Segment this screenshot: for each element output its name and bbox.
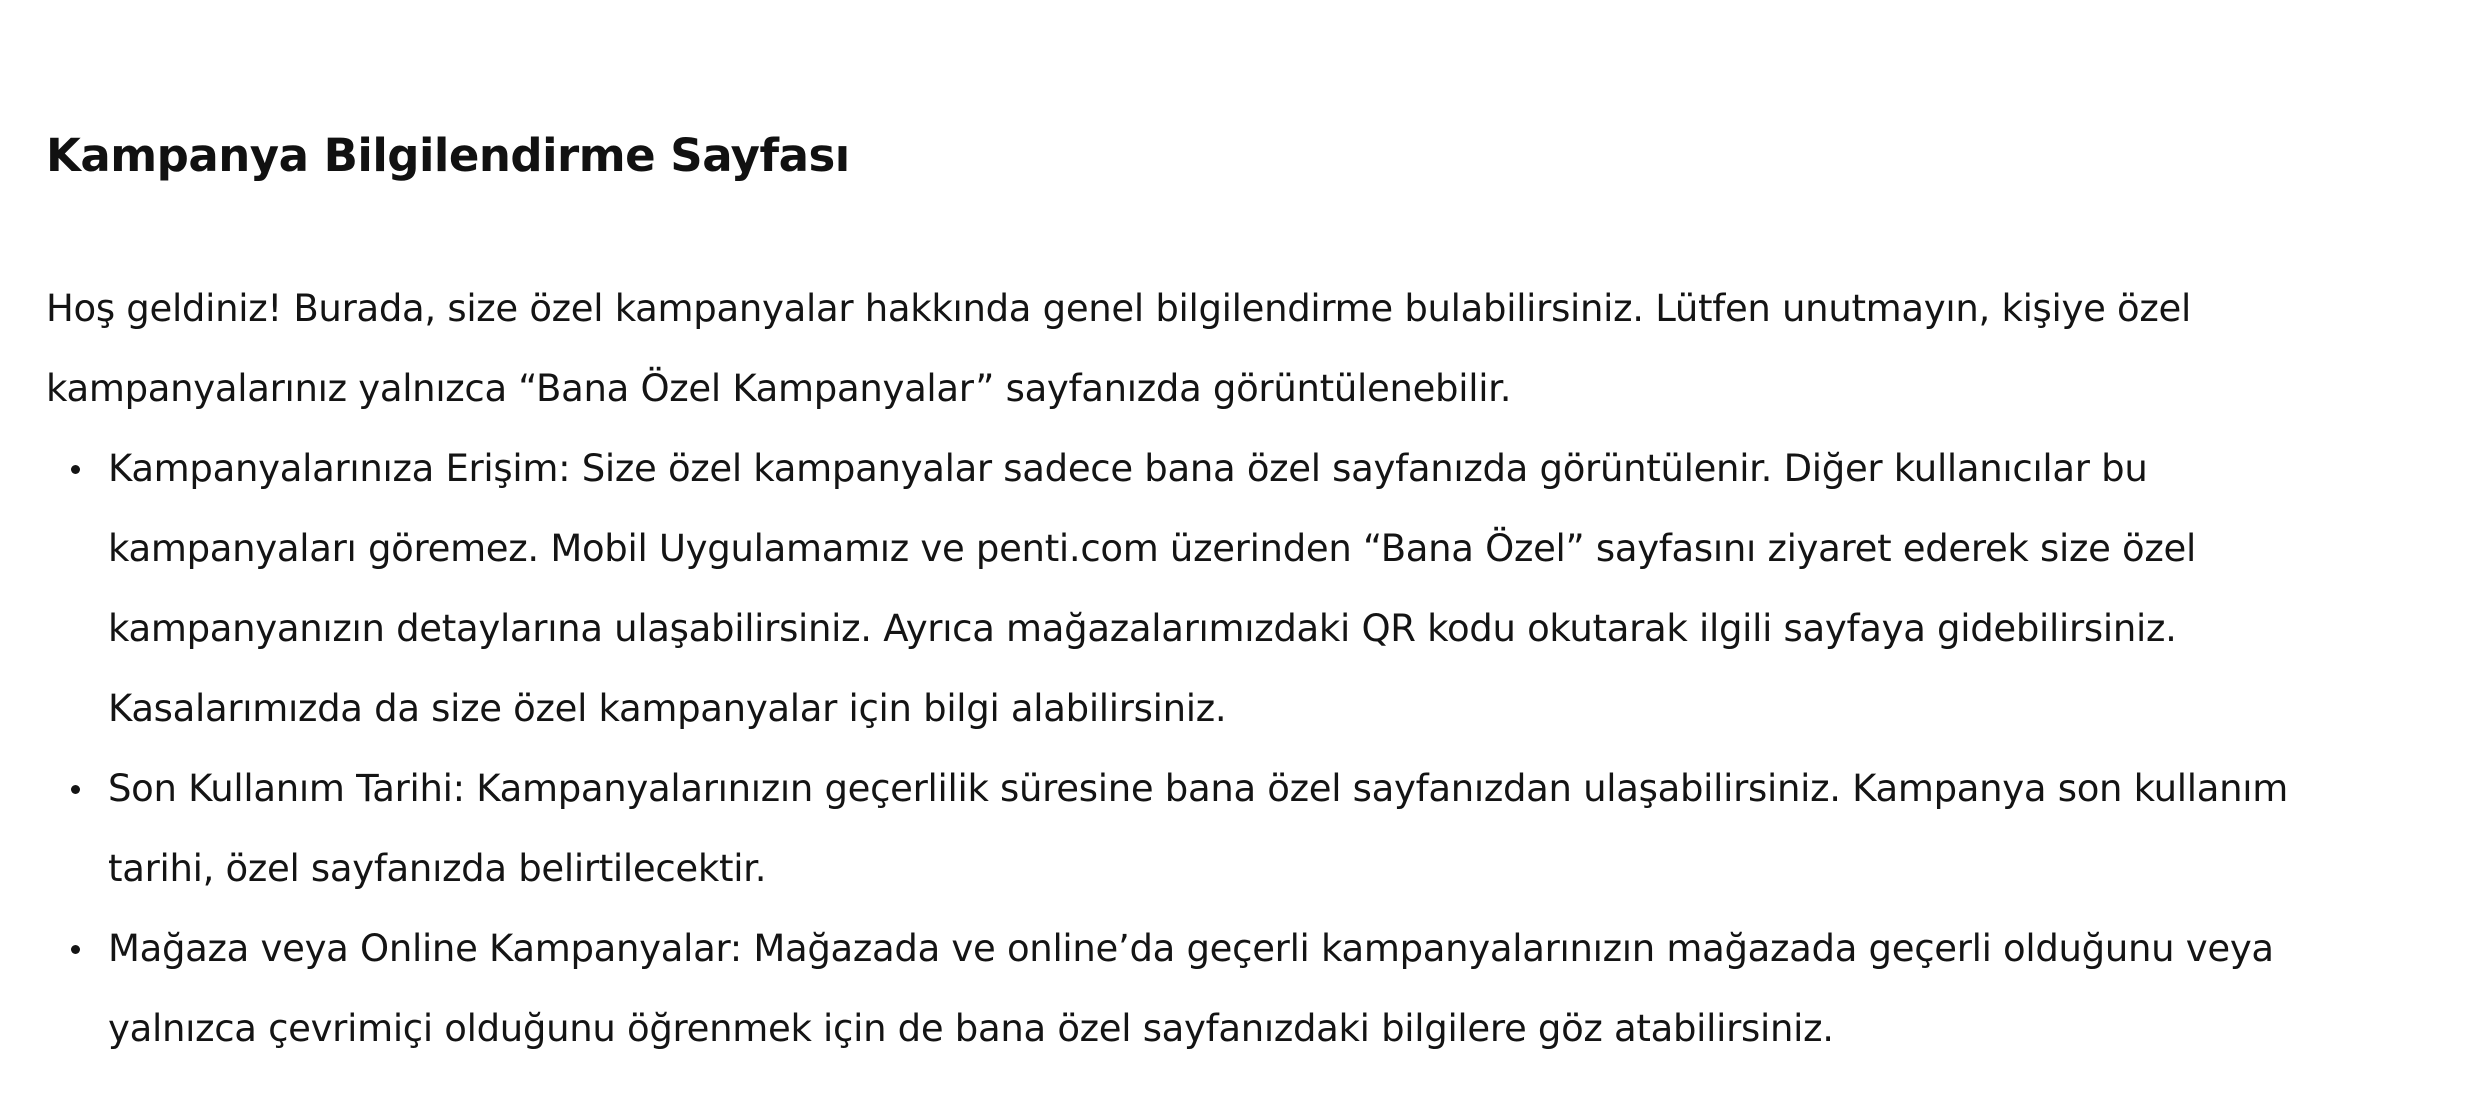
list-item-expiry xyxy=(46,749,2446,909)
list-item-line: kampanyaları göremez. Mobil Uygulamamız ve penti.com üzerinden “Bana Özel” sayfasını ziyaret ederek size özel xyxy=(108,527,2196,570)
bullet-icon xyxy=(71,945,80,954)
page-title: Kampanya Bilgilendirme Sayfası xyxy=(46,129,850,182)
intro-paragraph xyxy=(46,269,2346,429)
list-item-line: tarihi, özel sayfanızda belirtilecektir. xyxy=(108,847,767,890)
list-item-line: Son Kullanım Tarihi: Kampanyalarınızın geçerlilik süresine bana özel sayfanızdan ulaşabilirsiniz. Kampanya son kullanım xyxy=(108,767,2289,810)
list-item-line: Mağaza veya Online Kampanyalar: Mağazada ve online’da geçerli kampanyalarınızın mağazada geçerli olduğunu veya xyxy=(108,927,2274,970)
list-item-store-online xyxy=(46,909,2446,1069)
bullet-icon xyxy=(71,785,80,794)
intro-line: kampanyalarınız yalnızca “Bana Özel Kampanyalar” sayfanızda görüntülenebilir. xyxy=(46,367,1512,410)
list-item-access xyxy=(46,429,2446,749)
bullet-icon xyxy=(71,465,80,474)
list-item-line: kampanyanızın detaylarına ulaşabilirsiniz. Ayrıca mağazalarımızdaki QR kodu okutarak ilgili sayfaya gidebilirsiniz. xyxy=(108,607,2177,650)
intro-line: Hoş geldiniz! Burada, size özel kampanyalar hakkında genel bilgilendirme bulabilirsiniz. Lütfen unutmayın, kişiye özel xyxy=(46,287,2191,330)
list-item-line: Kampanyalarınıza Erişim: Size özel kampanyalar sadece bana özel sayfanızda görüntülenir. Diğer kullanıcılar bu xyxy=(108,447,2148,490)
list-item-line: yalnızca çevrimiçi olduğunu öğrenmek için de bana özel sayfanızdaki bilgilere göz atabilirsiniz. xyxy=(108,1007,1834,1050)
campaign-info-list xyxy=(46,429,2446,1069)
list-item-line: Kasalarımızda da size özel kampanyalar için bilgi alabilirsiniz. xyxy=(108,687,1227,730)
